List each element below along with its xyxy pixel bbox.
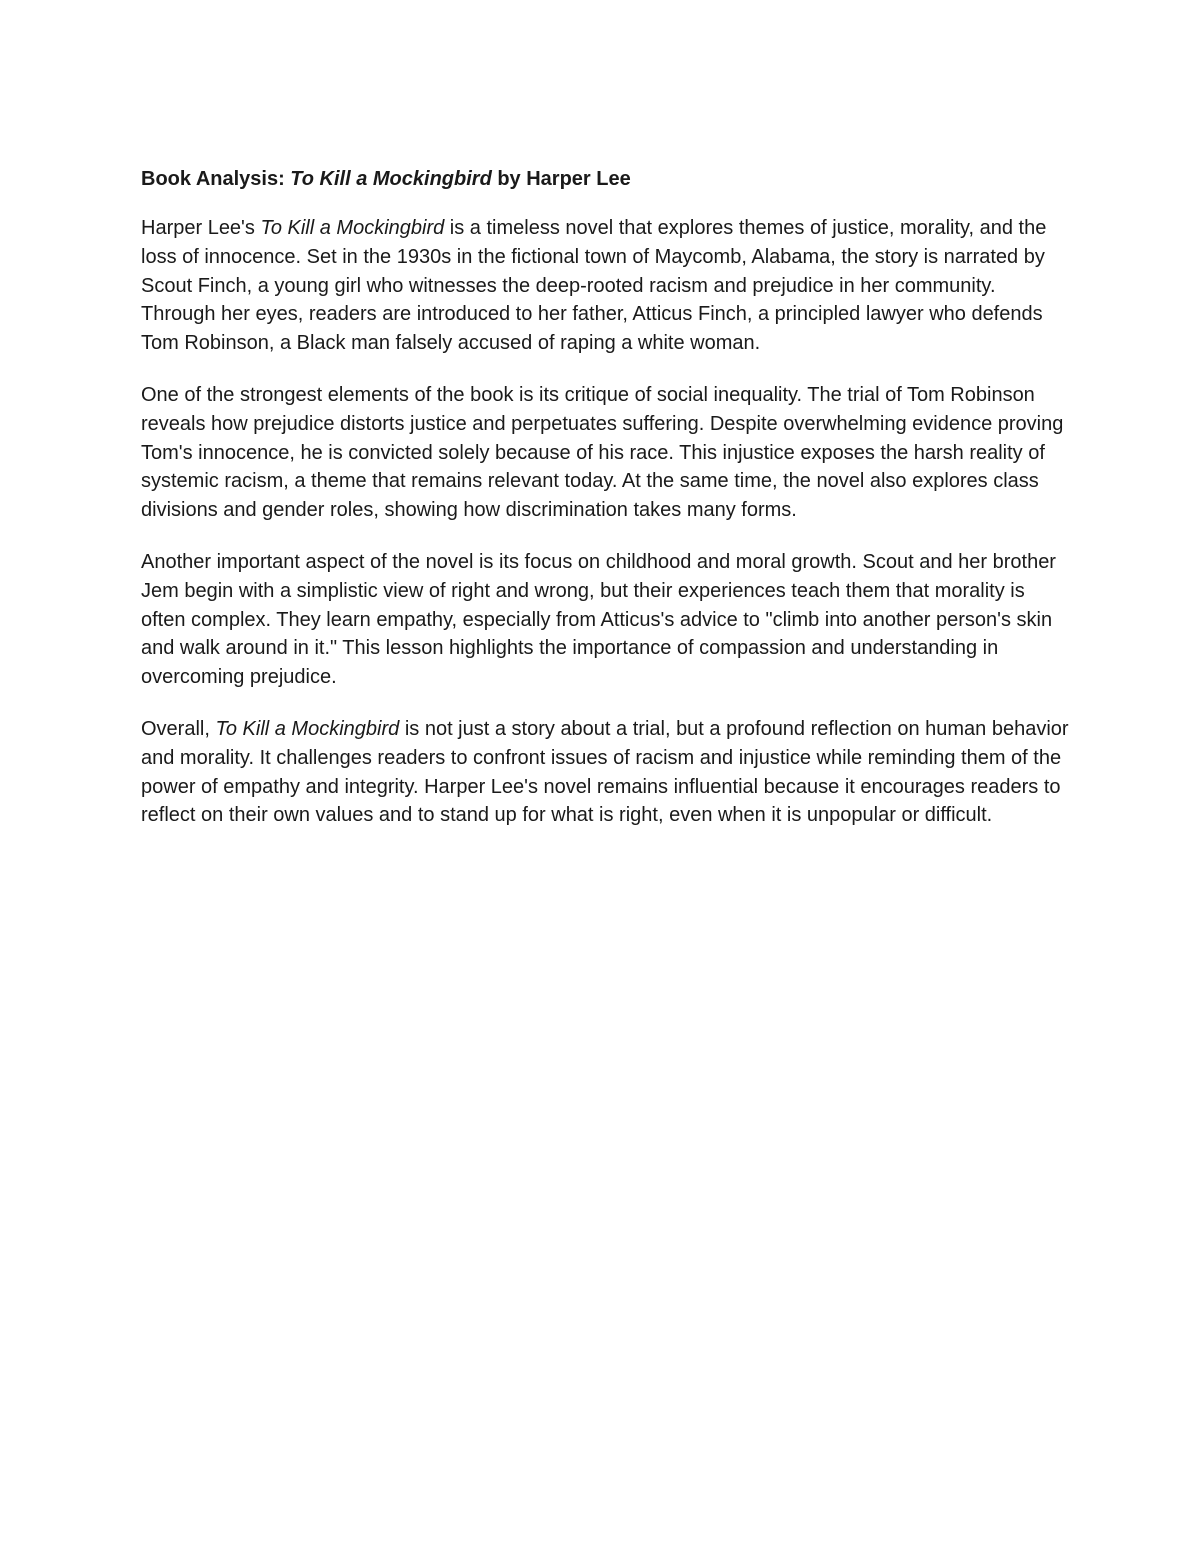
- document-title: [141, 164, 1071, 194]
- paragraph-conclusion-before: Overall,: [141, 717, 216, 740]
- paragraph-intro: [141, 214, 1071, 358]
- paragraph-moral-growth: Another important aspect of the novel is its focus on childhood and moral growth. Scout and her brother Jem begin with a simplistic view of right and wrong, but their experiences teach them that morality is often complex. They learn empathy, especially from Atticus's advice to "climb into another person's skin and walk around in it." This lesson highlights the importance of compassion and understanding in overcoming prejudice.: [141, 550, 1056, 689]
- paragraph-intro-after: is a timeless novel that explores themes of justice, morality, and the loss of innocence. Set in the 1930s in the fictional town of Maycomb, Alabama, the story is narrated by Scout Finch, a young girl who witnesses the deep-rooted racism and prejudice in her community. Through her eyes, readers are introduced to her father, Atticus Finch, a principled lawyer who defends Tom Robinson, a Black man falsely accused of raping a white woman.: [141, 217, 1047, 355]
- title-book-name: To Kill a Mockingbird: [290, 168, 492, 190]
- paragraph-intro-book-name: To Kill a Mockingbird: [260, 217, 445, 239]
- document-page: [141, 164, 1071, 853]
- paragraph-intro-before: Harper Lee's: [141, 217, 261, 239]
- paragraph-conclusion-book-name: To Kill a Mockingbird: [215, 717, 400, 740]
- title-suffix: by Harper Lee: [491, 168, 631, 190]
- paragraph-conclusion-after: is not just a story about a trial, but a profound reflection on human behavior and morality. It challenges readers to confront issues of racism and injustice while reminding them of the power of empathy and integrity. Harper Lee's novel remains influential because it encourages readers to reflect on their own values and to stand up for what is right, even when it is unpopular or difficult.: [141, 717, 1069, 827]
- paragraph-social-inequality: One of the strongest elements of the book is its critique of social inequality. The trial of Tom Robinson reveals how prejudice distorts justice and perpetuates suffering. Despite overwhelming evidence proving Tom's innocence, he is convicted solely because of his race. This injustice exposes the harsh reality of systemic racism, a theme that remains relevant today. At the same time, the novel also explores class divisions and gender roles, showing how discrimination takes many forms.: [141, 383, 1064, 522]
- paragraph-conclusion: [141, 715, 1071, 830]
- title-prefix: Book Analysis:: [141, 168, 291, 190]
